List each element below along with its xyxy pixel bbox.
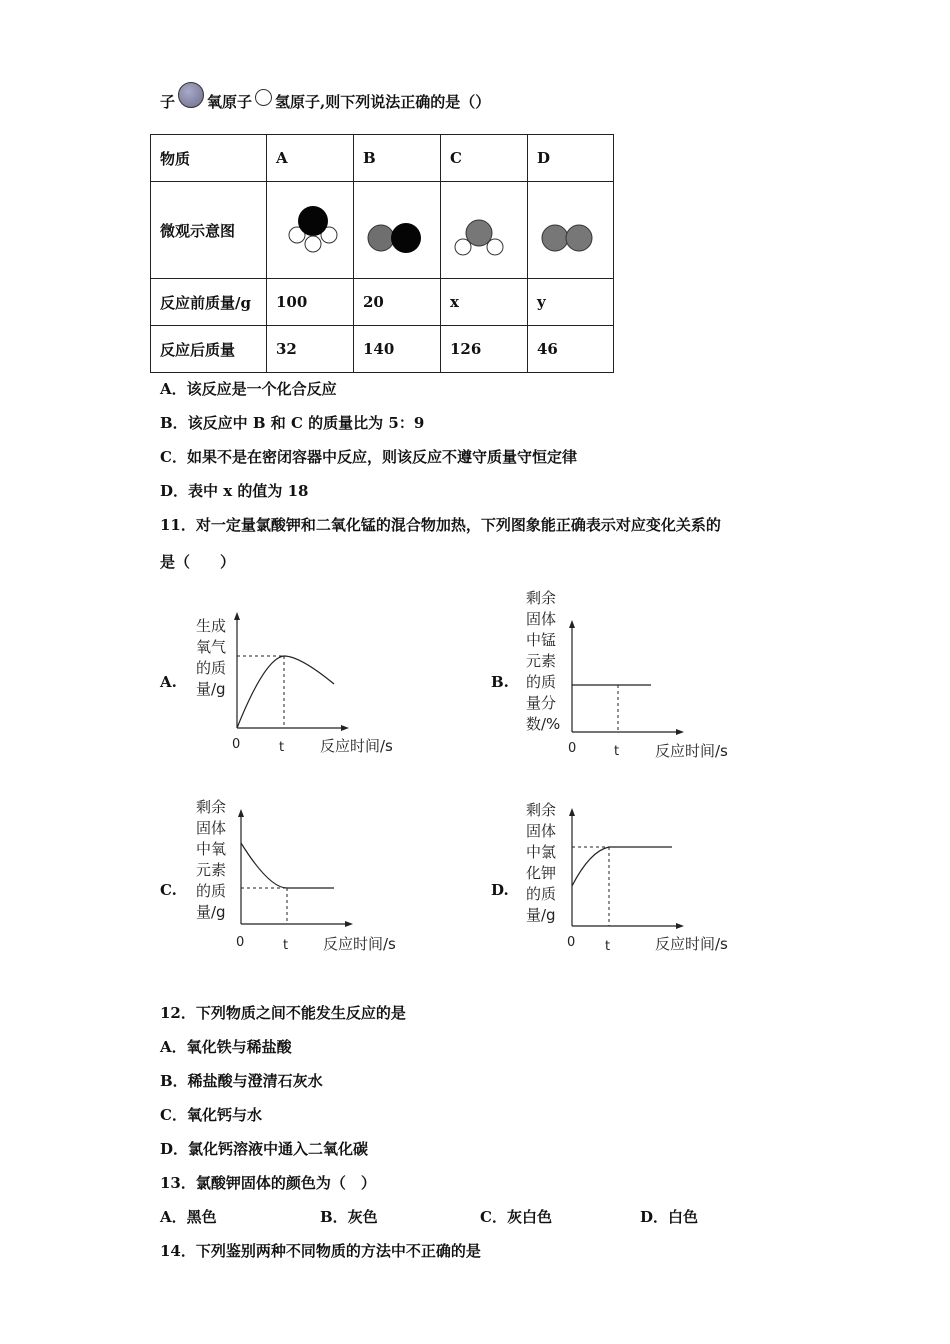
q10-option-a: A．该反应是一个化合反应	[160, 380, 337, 398]
table-cell: 反应后质量	[151, 326, 267, 373]
molecule-c-icon	[450, 198, 516, 258]
graph-a-plot	[225, 610, 355, 735]
q13-stem: 13．氯酸钾固体的颜色为（ ）	[160, 1174, 376, 1192]
graph-c-curve	[241, 843, 334, 888]
molecule-b-cell	[354, 182, 441, 279]
graph-a-letter: A.	[160, 673, 177, 691]
graph-c-origin: 0	[236, 935, 245, 950]
graph-d-x-arrow	[676, 923, 684, 929]
q13-option-c: C．灰白色	[480, 1208, 552, 1226]
q12-stem: 12．下列物质之间不能发生反应的是	[160, 1004, 406, 1022]
q10-option-d: D．表中 x 的值为 18	[160, 482, 309, 500]
graph-c-tick: t	[283, 938, 289, 953]
graph-a-tick: t	[279, 740, 285, 755]
hydrogen-label: 氢原子,则下列说法正确的是（）	[275, 92, 491, 111]
table-header-row	[151, 135, 614, 182]
table-cell: D	[528, 135, 614, 182]
graph-d-letter: D.	[491, 881, 509, 899]
graph-c-y-arrow	[238, 809, 244, 817]
molecule-d-cell	[528, 182, 614, 279]
table-cell: 126	[441, 326, 528, 373]
graph-d-tick: t	[605, 939, 611, 954]
table-cell: 140	[354, 326, 441, 373]
graph-c-xlabel: 反应时间/s	[323, 935, 396, 953]
reaction-table	[150, 134, 614, 373]
table-cell: 46	[528, 326, 614, 373]
table-cell: y	[528, 279, 614, 326]
hydrogen-atom-icon	[255, 89, 272, 106]
table-diagram-row	[151, 182, 614, 279]
q13-option-b: B．灰色	[320, 1208, 378, 1226]
intro-line	[160, 88, 490, 114]
graph-d-ylabel: 剩余 固体 中氯 化钾 的质 量/g	[526, 801, 557, 924]
table-cell: A	[267, 135, 354, 182]
oxygen-atom-icon	[178, 82, 204, 108]
q12-option-d: D．氯化钙溶液中通入二氧化碳	[160, 1140, 369, 1158]
table-row	[151, 279, 614, 326]
graph-c-letter: C.	[160, 881, 177, 899]
table-cell: 微观示意图	[151, 182, 267, 279]
graph-b-letter: B.	[491, 673, 509, 691]
q12-option-c: C．氧化钙与水	[160, 1106, 262, 1124]
graph-b-tick: t	[614, 744, 620, 759]
table-cell: x	[441, 279, 528, 326]
q14-stem: 14．下列鉴别两种不同物质的方法中不正确的是	[160, 1242, 481, 1260]
graph-a-origin: 0	[232, 737, 241, 752]
table-cell: C	[441, 135, 528, 182]
q10-option-b: B．该反应中 B 和 C 的质量比为 5：9	[160, 414, 425, 432]
molecule-c-cell	[441, 182, 528, 279]
oxygen-label: 氧原子	[207, 92, 253, 111]
q11-stem-line2: 是（ ）	[160, 553, 236, 571]
graph-d-origin: 0	[567, 935, 576, 950]
intro-prefix: 子	[160, 92, 176, 111]
q12-option-a: A．氧化铁与稀盐酸	[160, 1038, 292, 1056]
graph-c-x-arrow	[345, 921, 353, 927]
graph-c-plot	[229, 807, 359, 932]
molecule-a-icon	[276, 198, 342, 258]
graph-b-x-arrow	[676, 729, 684, 735]
molecule-d-icon	[537, 198, 603, 258]
molecule-a-cell	[267, 182, 354, 279]
graph-d-xlabel: 反应时间/s	[655, 935, 728, 953]
q13-option-a: A．黑色	[160, 1208, 217, 1226]
graph-a-xlabel: 反应时间/s	[320, 737, 393, 755]
graph-d-curve	[572, 847, 672, 886]
graph-b-ylabel: 剩余 固体 中锰 元素 的质 量分 数/%	[526, 589, 561, 733]
graph-b-plot	[560, 618, 690, 740]
graph-a-ylabel: 生成 氧气 的质 量/g	[196, 617, 227, 698]
q13-options	[160, 1206, 800, 1227]
q12-option-b: B．稀盐酸与澄清石灰水	[160, 1072, 323, 1090]
graph-b-origin: 0	[568, 741, 577, 756]
graph-a-y-arrow	[234, 612, 240, 620]
graph-d-y-arrow	[569, 808, 575, 816]
graph-a-x-arrow	[341, 725, 349, 731]
table-cell: 32	[267, 326, 354, 373]
graph-b-xlabel: 反应时间/s	[655, 742, 728, 760]
table-cell: 100	[267, 279, 354, 326]
q11-stem-line1: 11．对一定量氯酸钾和二氧化锰的混合物加热，下列图象能正确表示对应变化关系的	[160, 516, 721, 534]
table-row	[151, 326, 614, 373]
q13-option-d: D．白色	[640, 1208, 699, 1226]
graph-d-plot	[560, 806, 690, 932]
table-cell: 20	[354, 279, 441, 326]
graph-a-curve	[237, 656, 334, 728]
graph-c-ylabel: 剩余 固体 中氧 元素 的质 量/g	[196, 798, 227, 921]
table-cell: 物质	[151, 135, 267, 182]
table-cell: 反应前质量/g	[151, 279, 267, 326]
molecule-b-icon	[363, 198, 429, 258]
graph-b-y-arrow	[569, 620, 575, 628]
table-cell: B	[354, 135, 441, 182]
q10-option-c: C．如果不是在密闭容器中反应，则该反应不遵守质量守恒定律	[160, 448, 577, 466]
